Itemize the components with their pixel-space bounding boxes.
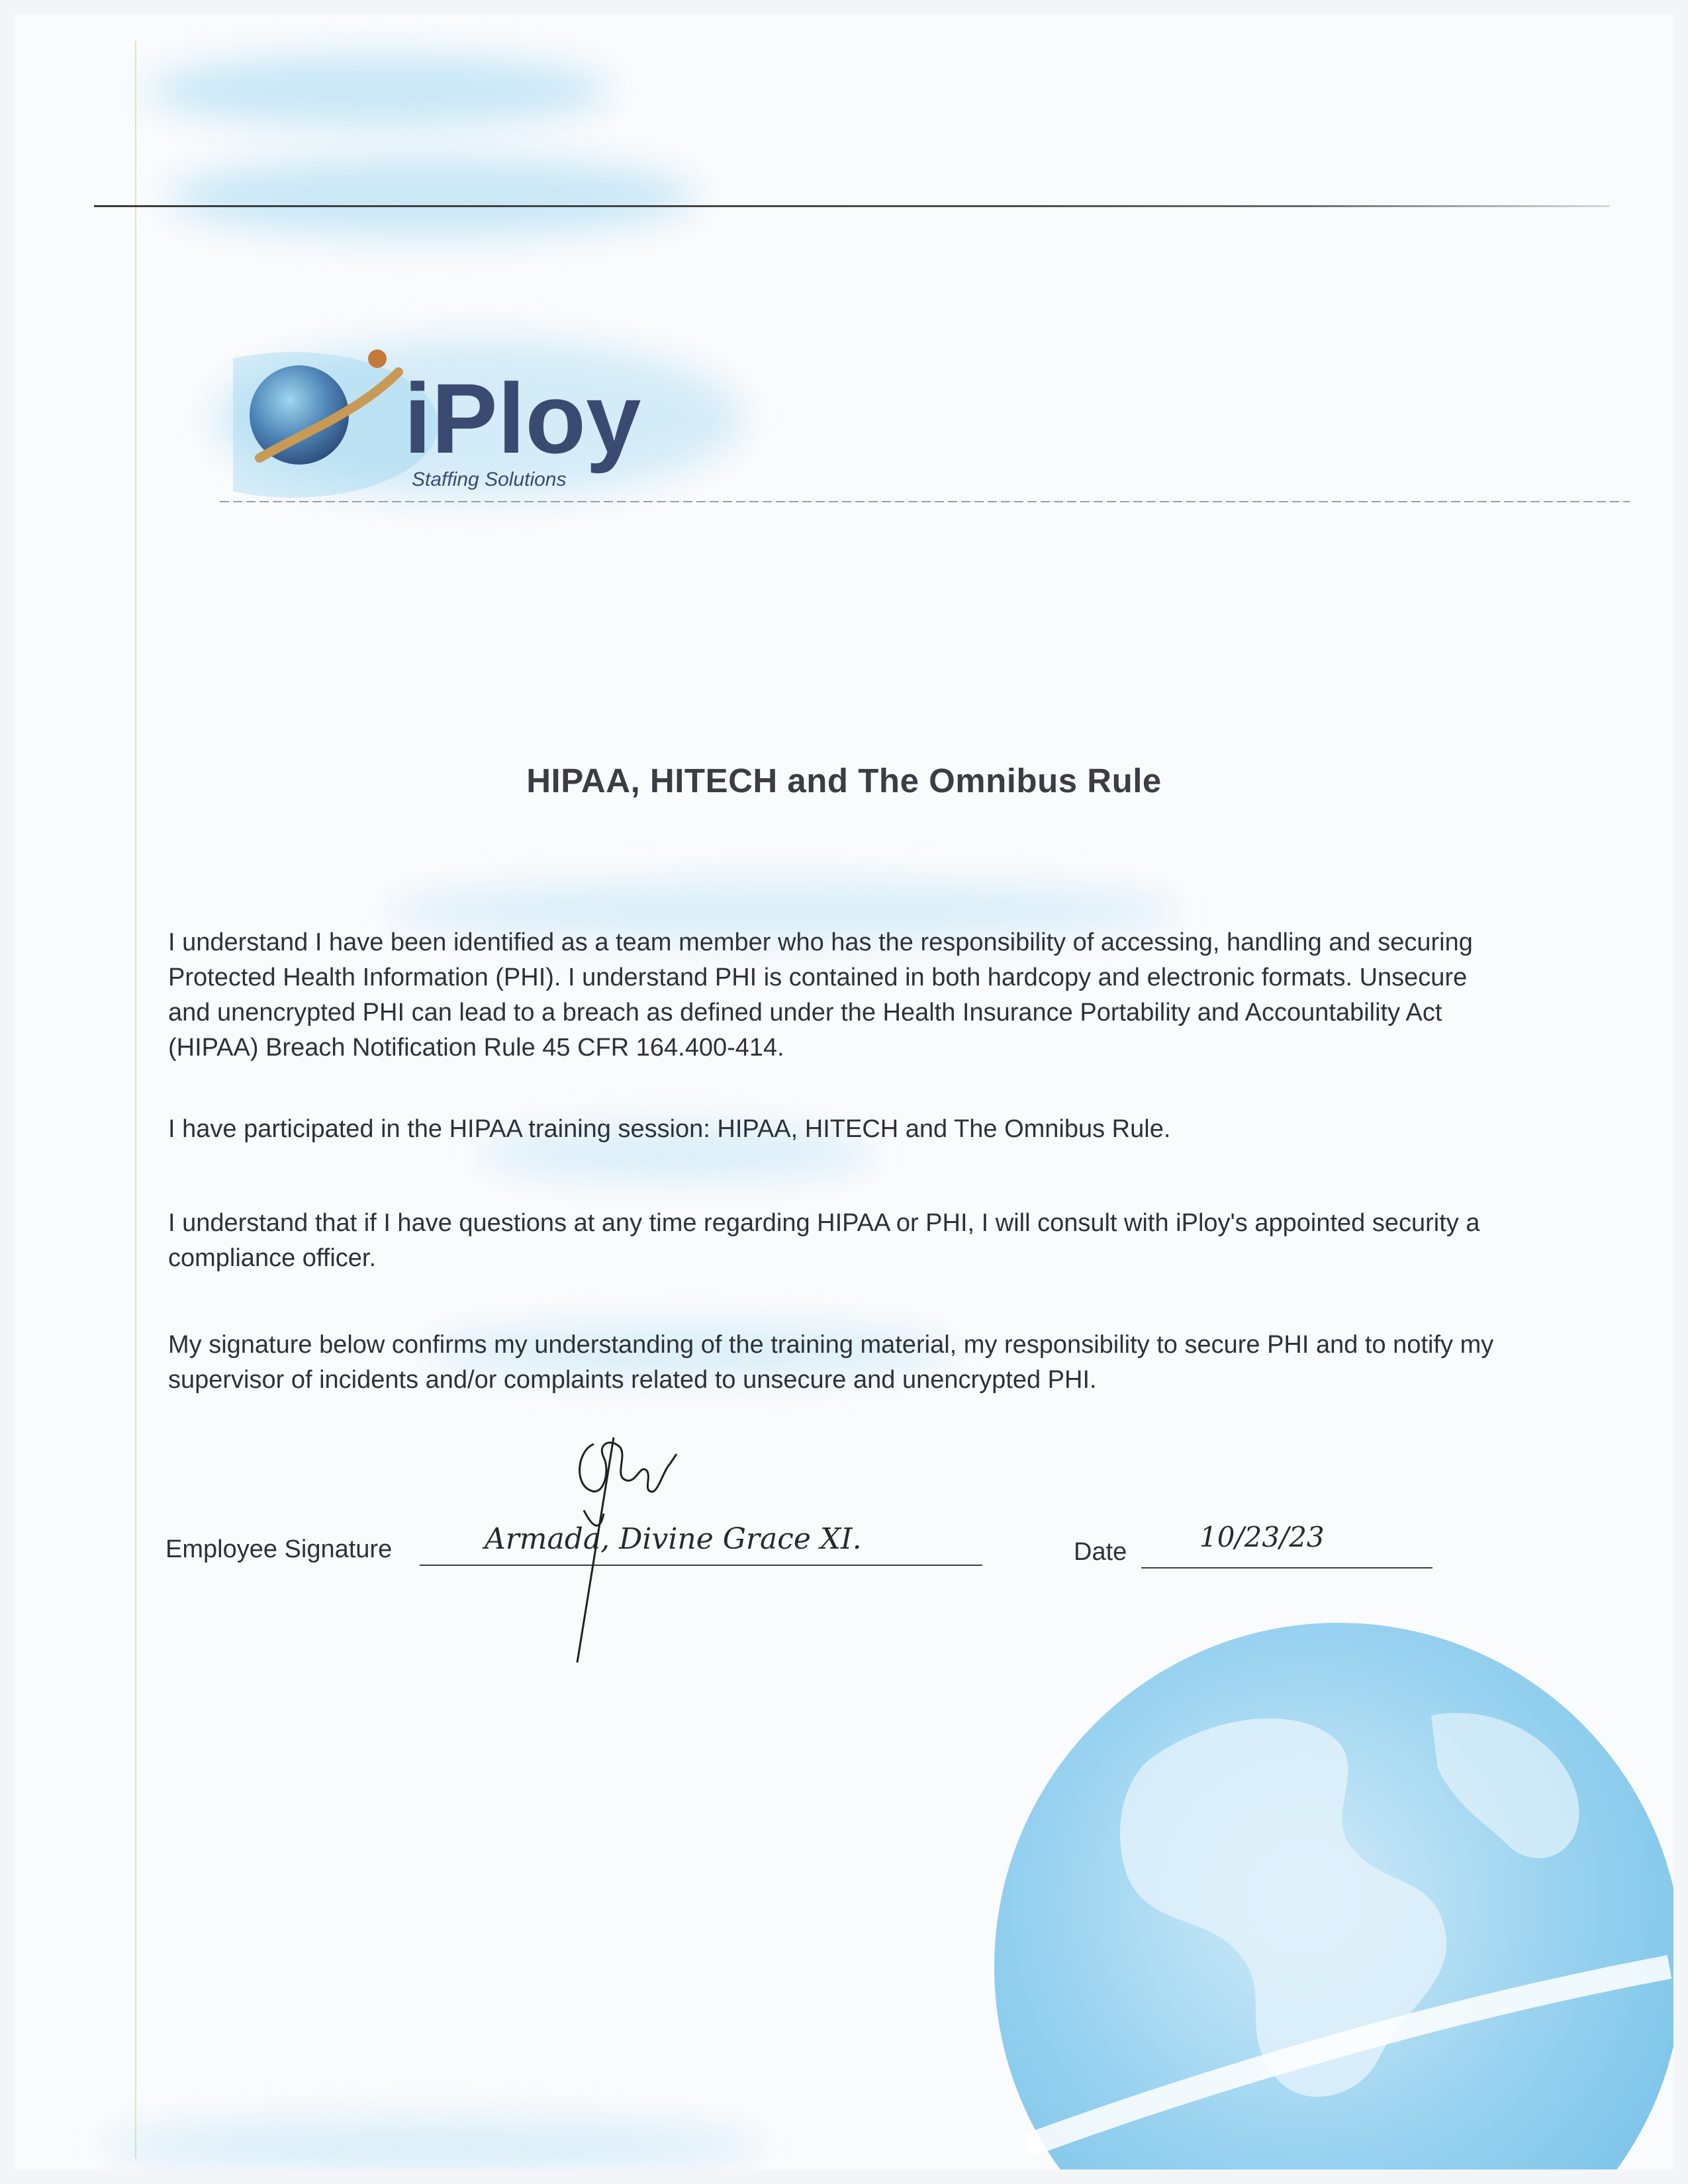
paragraph-line: I have participated in the HIPAA training session: HIPAA, HITECH and The Omnibus Rule. [168,1115,1171,1143]
toner-smudge [101,2119,763,2169]
paragraph-line: My signature below confirms my understanding of the training material, my responsibility to secure PHI and to notify my [168,1331,1494,1359]
paragraph-questions [168,1206,1651,1276]
paragraph-phi-responsibility [168,925,1651,1066]
date-line [1141,1567,1432,1569]
paragraph-line: I understand that if I have questions at any time regarding HIPAA or PHI, I will consult with iPloy's appointed security a [168,1209,1480,1237]
logo-rule [220,501,1630,502]
paragraph-line: compliance officer. [168,1244,377,1272]
date-label: Date [1074,1538,1127,1566]
top-rule [94,205,1610,207]
paragraph-line: supervisor of incidents and/or complaints related to unsecure and unencrypted PHI. [168,1366,1097,1394]
employee-name-handwritten: Armada, Divine Grace XI. [485,1522,862,1556]
date-handwritten: 10/23/23 [1199,1521,1325,1553]
iploy-logo [233,332,723,518]
paragraph-line: Protected Health Information (PHI). I understand PHI is contained in both hardcopy and electronic formats. Unsecure [168,964,1468,991]
globe-watermark [928,1596,1673,2169]
paragraph-line: (HIPAA) Breach Notification Rule 45 CFR 164.400-414. [168,1034,784,1062]
logo-brand-text: iPloy [404,363,641,474]
employee-signature-label: Employee Signature [165,1535,393,1563]
paragraph-line: and unencrypted PHI can lead to a breach as defined under the Health Insurance Portability and Accountability Act [168,999,1442,1026]
scanned-page [15,15,1673,2169]
paragraph-signature-confirmation [168,1328,1651,1398]
toner-smudge [167,157,696,236]
logo-tagline-text: Staffing Solutions [412,469,567,490]
signature-scribble [478,1398,875,1676]
person-head-icon [368,349,387,368]
paragraph-training [168,1112,1651,1147]
document-title: HIPAA, HITECH and The Omnibus Rule [526,762,1162,799]
paragraph-line: I understand I have been identified as a team member who has the responsibility of accessing, handling and securing [168,929,1473,956]
toner-smudge [147,54,610,127]
margin-line [135,41,136,2159]
